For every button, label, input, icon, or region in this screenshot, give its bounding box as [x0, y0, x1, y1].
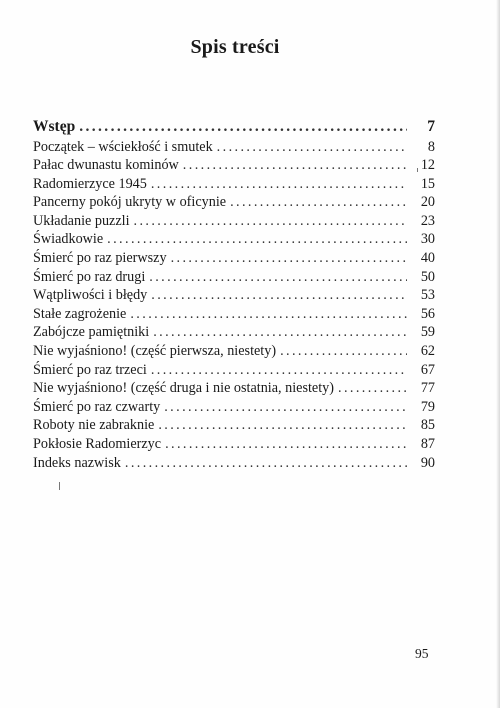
toc-entry-title: Śmierć po raz trzeci	[33, 361, 147, 378]
toc-leader-dots	[183, 156, 407, 175]
page-title: Spis treści	[190, 36, 280, 58]
toc-entry-title: Układanie puzzli	[33, 212, 130, 229]
toc-leader-dots	[79, 117, 407, 138]
toc-entry	[33, 286, 435, 305]
toc-entry-title: Radomierzyce 1945	[33, 175, 147, 192]
toc-entry	[33, 156, 435, 175]
toc-entry-title: Pałac dwunastu kominów	[33, 157, 179, 174]
toc-entry-page: 53	[420, 287, 435, 304]
toc-leader-dots	[107, 230, 407, 249]
toc-entry-page: 7	[427, 118, 435, 135]
scan-speck	[59, 482, 60, 490]
toc-leader-dots	[171, 249, 407, 268]
toc-entry-title: Śmierć po raz pierwszy	[33, 250, 167, 267]
toc-leader-dots	[134, 212, 407, 231]
toc-leader-dots	[338, 379, 407, 398]
toc-entry-title: Zabójcze pamiętniki	[33, 324, 150, 341]
toc-entry-page: 87	[420, 436, 435, 452]
toc-entry	[33, 193, 435, 212]
toc-entry	[33, 175, 435, 194]
toc-entry-title: Nie wyjaśniono! (część druga i nie ostatnia, niestety)	[33, 380, 334, 397]
toc-leader-dots	[151, 175, 407, 194]
scan-speck	[417, 168, 418, 172]
toc-entry-page: 85	[420, 417, 435, 434]
toc-entry	[33, 212, 435, 231]
toc-leader-dots	[153, 323, 407, 342]
toc-entry	[33, 138, 435, 157]
toc-entry-title: Pokłosie Radomierzyc	[33, 436, 162, 452]
toc-leader-dots	[158, 416, 407, 435]
toc-entry	[33, 398, 435, 417]
toc-entry	[33, 435, 435, 454]
toc-entry-page: 77	[420, 380, 435, 397]
toc-entry	[33, 117, 435, 138]
toc-entry	[33, 268, 435, 287]
page-number: 95	[415, 646, 429, 661]
toc-entry-page: 40	[420, 250, 435, 267]
toc-entry-page: 56	[420, 305, 435, 322]
toc-entry-title: Pancerny pokój ukryty w oficynie	[33, 194, 227, 211]
toc-entry-page: 50	[420, 268, 435, 285]
toc-leader-dots	[151, 286, 407, 305]
toc-entry-title: Roboty nie zabraknie	[33, 417, 155, 434]
toc-entry	[33, 416, 435, 435]
toc-entry-title: Śmierć po raz drugi	[33, 268, 146, 285]
toc-entry-title: Indeks nazwisk	[33, 454, 121, 471]
toc-entry-title: Wątpliwości i błędy	[33, 287, 148, 304]
toc-entry	[33, 379, 435, 398]
toc-entry-page: 79	[420, 398, 435, 415]
toc-leader-dots	[130, 305, 407, 324]
toc-leader-dots	[230, 193, 407, 212]
toc-entry-title: Początek – wściekłość i smutek	[33, 138, 213, 155]
toc-entry	[33, 305, 435, 324]
table-of-contents	[33, 117, 435, 472]
toc-entry-page: 12	[420, 157, 435, 174]
toc-entry-page: 59	[420, 324, 435, 341]
toc-entry-page: 67	[420, 361, 435, 378]
toc-leader-dots	[125, 454, 407, 473]
toc-entry-page: 15	[420, 175, 435, 192]
toc-leader-dots	[151, 361, 407, 380]
toc-entry-title: Śmierć po raz czwarty	[33, 398, 161, 415]
toc-leader-dots	[280, 342, 407, 361]
toc-leader-dots	[165, 435, 407, 454]
toc-entry-page: 90	[420, 454, 435, 471]
toc-entry-page: 20	[420, 194, 435, 211]
page-edge-shadow	[496, 0, 500, 708]
toc-entry	[33, 342, 435, 361]
toc-entry-title: Wstęp	[33, 118, 76, 135]
toc-entry-page: 23	[420, 212, 435, 229]
toc-leader-dots	[149, 268, 407, 287]
toc-entry-title: Nie wyjaśniono! (część pierwsza, niestety)	[33, 343, 277, 360]
toc-entry	[33, 323, 435, 342]
toc-entry	[33, 230, 435, 249]
toc-entry	[33, 249, 435, 268]
toc-entry-page: 62	[420, 343, 435, 360]
toc-entry	[33, 454, 435, 473]
toc-entry-title: Świadkowie	[33, 231, 104, 248]
toc-entry-title: Stałe zagrożenie	[33, 305, 127, 322]
toc-leader-dots	[217, 138, 407, 157]
toc-leader-dots	[164, 398, 407, 417]
toc-entry-page: 8	[427, 138, 435, 155]
toc-entry	[33, 361, 435, 380]
toc-entry-page: 30	[420, 231, 435, 248]
